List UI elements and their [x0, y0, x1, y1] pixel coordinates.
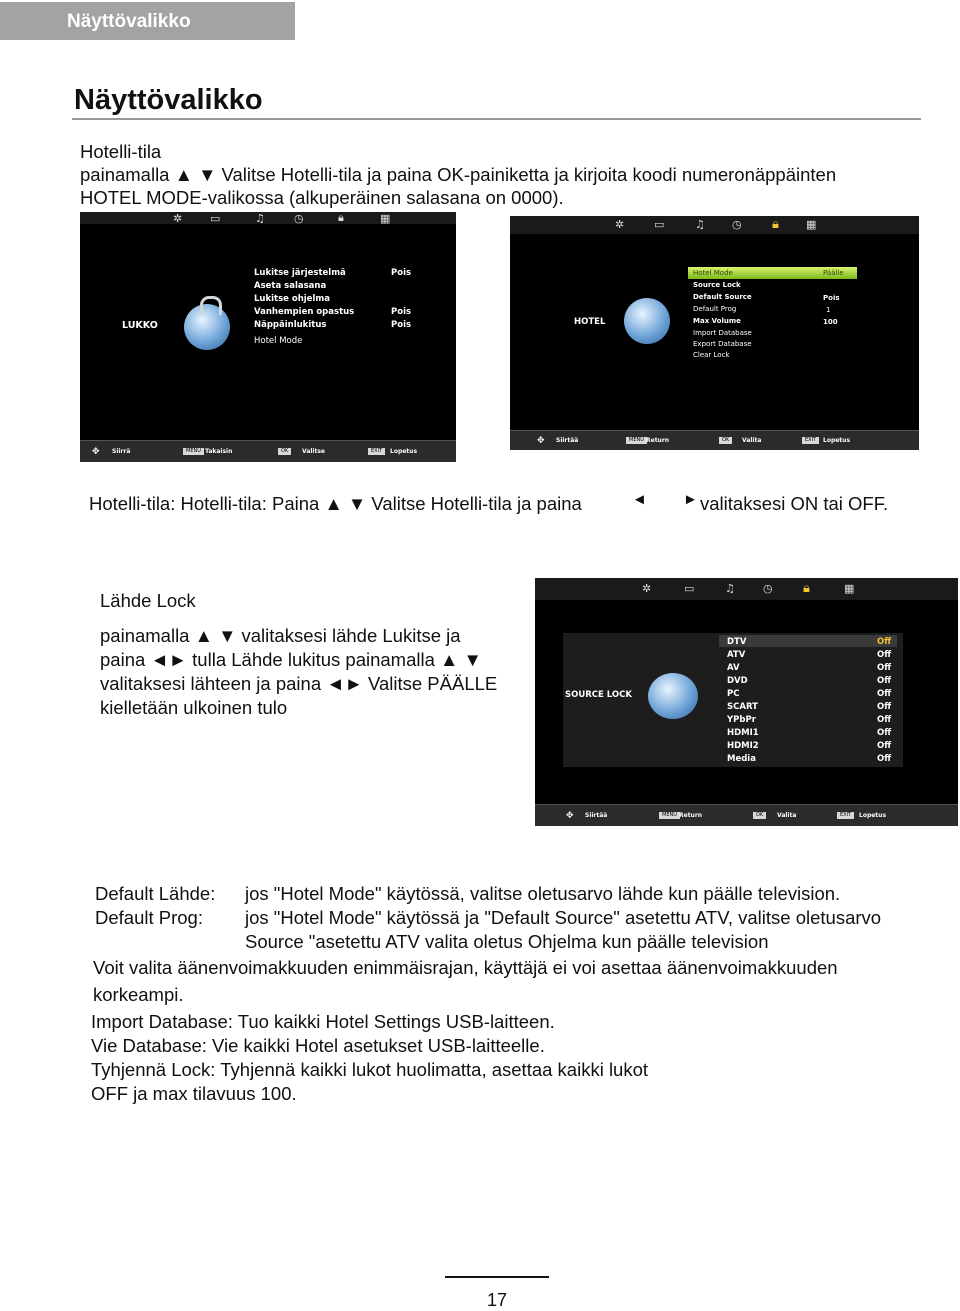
source-item-3: AV [727, 663, 740, 673]
hotel-caption-end: valitaksesi ON tai OFF. [700, 493, 889, 514]
intro-line-2: HOTEL MODE-valikossa (alkuperäinen salasana on 0000). [80, 187, 564, 208]
hotel-item-4: Default Prog [693, 305, 737, 313]
source-lock-screenshot [535, 578, 958, 826]
hotel-item-5: Max Volume [693, 317, 741, 325]
source-value-4: Off [877, 676, 892, 686]
source-lock-side-label: SOURCE LOCK [565, 690, 632, 700]
music-icon: ♫ [255, 212, 265, 225]
source-item-7: YPbPr [727, 715, 756, 725]
padlock-graphic [184, 304, 230, 350]
gear-icon: ✲ [173, 212, 183, 225]
source-item-10: Media [727, 754, 756, 764]
lock-value-1: Pois [391, 268, 412, 278]
source-value-5: Off [877, 689, 892, 699]
default-source-text: jos "Hotel Mode" käytössä, valitse oletusarvo lähde kun päälle television. [245, 883, 841, 904]
lock-value-4: Pois [391, 307, 412, 317]
source-lock-heading: Lähde Lock [100, 590, 196, 611]
monitor-icon: ▭ [654, 218, 665, 231]
title-divider [72, 118, 921, 120]
lock-menu-screenshot [80, 212, 456, 462]
lock-item-6: Hotel Mode [254, 336, 303, 346]
source-item-9: HDMI2 [727, 741, 759, 751]
source-item-8: HDMI1 [727, 728, 759, 738]
lock-value-5: Pois [391, 320, 412, 330]
monitor-icon: ▭ [210, 212, 221, 225]
import-database-text: Import Database: Tuo kaikki Hotel Settings USB-laitteen. [91, 1011, 555, 1032]
move-arrows-icon: ✥ [537, 436, 545, 446]
source-lock-line-2: paina ◄► tulla Lähde lukitus painamalla ▲ ▼ [100, 649, 482, 670]
menu-side-label: LUKKO [122, 320, 158, 331]
clock-icon: ◷ [732, 218, 742, 231]
source-value-10: Off [877, 754, 892, 764]
hotel-value-3: Pois [823, 294, 840, 302]
lock-icon: 🔒︎ [338, 212, 344, 224]
grid-icon: ▦ [380, 212, 391, 225]
section-tab [0, 2, 295, 40]
page-number: 17 [487, 1290, 508, 1310]
default-prog-label: Default Prog: [95, 907, 203, 928]
section-tab-label: Näyttövalikko [67, 11, 191, 32]
hotel-item-7: Export Database [693, 340, 752, 348]
source-lock-line-1: painamalla ▲ ▼ valitaksesi lähde Lukitse ja [100, 625, 461, 646]
default-prog-text-1: jos "Hotel Mode" käytössä ja "Default Source" asetettu ATV, valitse oletusarvo [245, 907, 882, 928]
gear-icon: ✲ [615, 218, 625, 231]
grid-icon: ▦ [806, 218, 817, 231]
source-value-3: Off [877, 663, 892, 673]
source-value-9: Off [877, 741, 892, 751]
clock-icon: ◷ [763, 582, 773, 595]
source-value-8: Off [877, 728, 892, 738]
source-value-7: Off [877, 715, 892, 725]
hotel-side-label: HOTEL [574, 317, 606, 327]
source-value-6: Off [877, 702, 892, 712]
source-lock-bottom-bar: ✥ Siirtää MENU Return OK Valita EXIT Lopetus [535, 804, 958, 826]
max-volume-text-2: korkeampi. [93, 984, 184, 1005]
lock-icon: 🔒︎ [803, 581, 810, 596]
page-number-rule [445, 1276, 549, 1278]
source-item-1: DTV [727, 637, 747, 647]
lock-item-2: Aseta salasana [254, 281, 327, 291]
clear-lock-text-2: OFF ja max tilavuus 100. [91, 1083, 297, 1104]
move-arrows-icon: ✥ [92, 447, 100, 457]
lock-item-4: Vanhempien opastus [254, 307, 355, 317]
hotel-menu-screenshot [510, 216, 919, 450]
default-prog-text-2: Source "asetettu ATV valita oletus Ohjelma kun päälle television [245, 931, 769, 952]
hotel-menu-bottom-bar: ✥ Siirtää MENU Return OK Valita EXIT Lopetus [510, 430, 919, 450]
grid-icon: ▦ [844, 582, 855, 595]
clock-icon: ◷ [294, 212, 304, 225]
monitor-icon: ▭ [684, 582, 695, 595]
intro-heading: Hotelli-tila [80, 141, 162, 162]
lock-icon: 🔒︎ [772, 217, 779, 232]
source-lock-graphic [648, 673, 698, 719]
hotel-graphic [624, 298, 670, 344]
hotel-item-1: Hotel Mode [693, 269, 733, 277]
lock-item-5: Näppäinlukitus [254, 320, 327, 330]
lock-item-3: Lukitse ohjelma [254, 294, 330, 304]
intro-line-1: painamalla ▲ ▼ Valitse Hotelli-tila ja paina OK-painiketta ja kirjoita koodi numeronäppäinten [80, 164, 837, 185]
hotel-caption: Hotelli-tila: Hotelli-tila: Paina ▲ ▼ Valitse Hotelli-tila ja paina [89, 493, 582, 514]
max-volume-text-1: Voit valita äänenvoimakkuuden enimmäisrajan, käyttäjä ei voi asettaa äänenvoimakkuuden [93, 957, 838, 978]
gear-icon: ✲ [642, 582, 652, 595]
hotel-item-3: Default Source [693, 293, 752, 301]
export-database-text: Vie Database: Vie kaikki Hotel asetukset USB-laitteelle. [91, 1035, 545, 1056]
source-value-1: Off [877, 637, 892, 647]
source-item-6: SCART [727, 702, 758, 712]
move-arrows-icon: ✥ [566, 811, 574, 821]
hotel-item-8: Clear Lock [693, 351, 730, 359]
hotel-value-1: Päälle [823, 269, 844, 277]
hotel-value-4: 1 [826, 306, 831, 314]
lock-menu-bottom-bar: ✥ Siirrä MENU Takaisin OK Valitse EXIT Lopetus [80, 440, 456, 462]
hotel-item-6: Import Database [693, 329, 752, 337]
music-icon: ♫ [725, 582, 735, 595]
source-lock-line-4: kielletään ulkoinen tulo [100, 697, 288, 718]
source-lock-line-3: valitaksesi lähteen ja paina ◄► Valitse PÄÄLLE [100, 673, 498, 694]
default-source-label: Default Lähde: [95, 883, 216, 904]
hotel-item-2: Source Lock [693, 281, 741, 289]
hotel-value-5: 100 [823, 318, 838, 326]
source-item-5: PC [727, 689, 740, 699]
music-icon: ♫ [695, 218, 705, 231]
source-item-2: ATV [727, 650, 746, 660]
page-title: Näyttövalikko [74, 84, 263, 116]
source-value-2: Off [877, 650, 892, 660]
source-item-4: DVD [727, 676, 748, 686]
left-right-arrows: ◄ ► [632, 491, 714, 508]
lock-item-1: Lukitse järjestelmä [254, 268, 346, 278]
clear-lock-text-1: Tyhjennä Lock: Tyhjennä kaikki lukot huolimatta, asettaa kaikki lukot [91, 1059, 649, 1080]
